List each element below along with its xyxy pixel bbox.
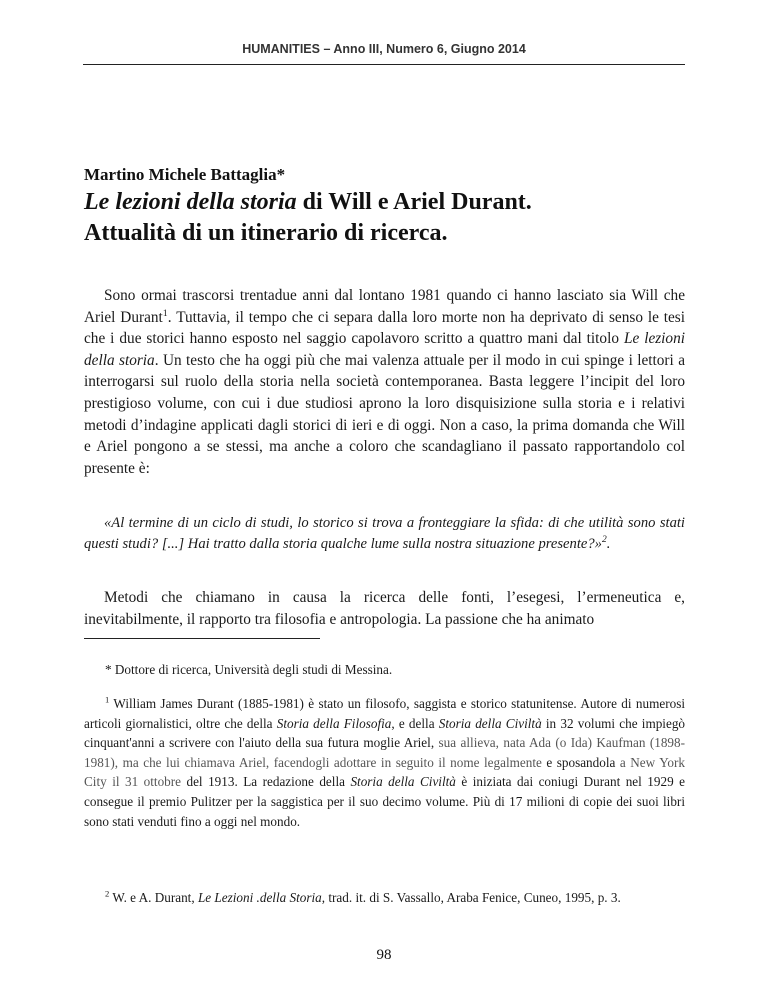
paragraph-1-part3: . Un testo che ha oggi più che mai valenza attuale per il modo in cui spinge i lettori a interrogarsi sul ruolo della storia nella società contemporanea. Basta leggere l’incipit del loro prestigioso volume, con cui i due studiosi aprono la loro disquisizione sulla storia e i relativi metodi d’indagine applicati dagli storici di ieri e di oggi. Non a caso, la prima domanda che Will e Ariel pongono a se stessi, ma anche a coloro che scandagliano il passato rapportandolo col presente è: xyxy=(84,351,685,477)
article-title xyxy=(84,187,694,249)
title-italic: Le lezioni della storia xyxy=(84,189,297,215)
footnote-1-part1: William James Durant (1885-1981) è stato un filosofo, saggista e storico statunitense. Autore di numerosi articoli giornalistici, oltre che della xyxy=(84,696,685,731)
footnote-1-part2: , e della xyxy=(391,715,439,731)
footnote-1-marker: 1 xyxy=(105,694,110,705)
running-header: HUMANITIES – Anno III, Numero 6, Giugno 2014 xyxy=(242,42,526,56)
footnote-star: * Dottore di ricerca, Università degli studi di Messina. xyxy=(105,662,393,677)
paragraph-2: Metodi che chiamano in causa la ricerca delle fonti, l’esegesi, l’ermeneutica e, inevitabilmente, il rapporto tra filosofia e antropologia. La passione che ha animato xyxy=(84,589,685,628)
footnote-ref-2[interactable]: 2 xyxy=(601,535,607,546)
quote-end: . xyxy=(606,536,611,552)
footnote-2-part2: , trad. it. di S. Vassallo, Araba Fenice, Cuneo, 1995, p. 3. xyxy=(321,890,621,905)
footnote-1-part6: è iniziata dai coniugi Durant nel 1929 e consegue il premio Pulitzer per la saggistica per il suo decimo volume. Più di 17 milioni di copie dei suoi libri sono stati venduti fino a oggi nel mondo. xyxy=(84,774,685,829)
footnote-1-italic2: Storia della Civiltà xyxy=(438,715,542,731)
footnote-ref-1[interactable]: 1 xyxy=(162,307,168,319)
block-quote xyxy=(84,513,685,555)
footnote-2-marker: 2 xyxy=(105,888,110,899)
paragraph-1 xyxy=(84,285,685,479)
footnote-1-italic1: Storia della Filosofia xyxy=(276,715,392,731)
footnote-2 xyxy=(84,888,685,908)
title-line2: Attualità di un itinerario di ricerca. xyxy=(84,220,448,246)
footnote-rule xyxy=(84,638,320,639)
paragraph-1-part1: Sono ormai trascorsi trentadue anni dal lontano 1981 quando ci hanno lasciato sia Will che Ariel Durant xyxy=(84,287,685,326)
footnote-1-gray1: sua allieva, nata Ada (o Ida) Kaufman (1898-1981), ma che lui chiamava Ariel, facendogli adottare in seguito il nome legalmente xyxy=(84,735,686,770)
quote-text: «Al termine di un ciclo di studi, lo storico si trova a fronteggiare la sfida: di che utilità sono stati questi studi? [...] Hai tratto dalla storia qualche lume sulla nostra situazione presente?» xyxy=(84,515,685,552)
footnote-1-part4: e sposandola xyxy=(541,754,620,770)
paragraph-1-part2: . Tuttavia, il tempo che ci separa dalla loro morte non ha deprivato di senso le tesi che i due storici hanno esposto nel saggio capolavoro scritto a quattro mani dal titolo xyxy=(84,308,686,348)
footnote-2-italic: Le Lezioni .della Storia xyxy=(197,890,322,905)
paragraph-1-book-title: Le lezioni della storia xyxy=(84,330,685,369)
footnote-1-part3: in 32 volumi che impiegò cinquant'anni a scrivere con l'aiuto della sua futura moglie Ariel, xyxy=(84,715,686,751)
article-author: Martino Michele Battaglia* xyxy=(84,165,286,184)
title-rest: di Will e Ariel Durant. xyxy=(296,189,532,215)
footnote-1 xyxy=(84,694,685,831)
header-rule xyxy=(83,64,685,65)
footnote-1-gray2: a New York City il 31 ottobre xyxy=(84,754,685,790)
footnote-1-italic3: Storia della Civiltà xyxy=(350,774,456,790)
footnote-2-part1: W. e A. Durant, xyxy=(109,890,198,905)
footnote-1-part5: del 1913. La redazione della xyxy=(181,774,351,790)
page-number: 98 xyxy=(376,947,392,963)
